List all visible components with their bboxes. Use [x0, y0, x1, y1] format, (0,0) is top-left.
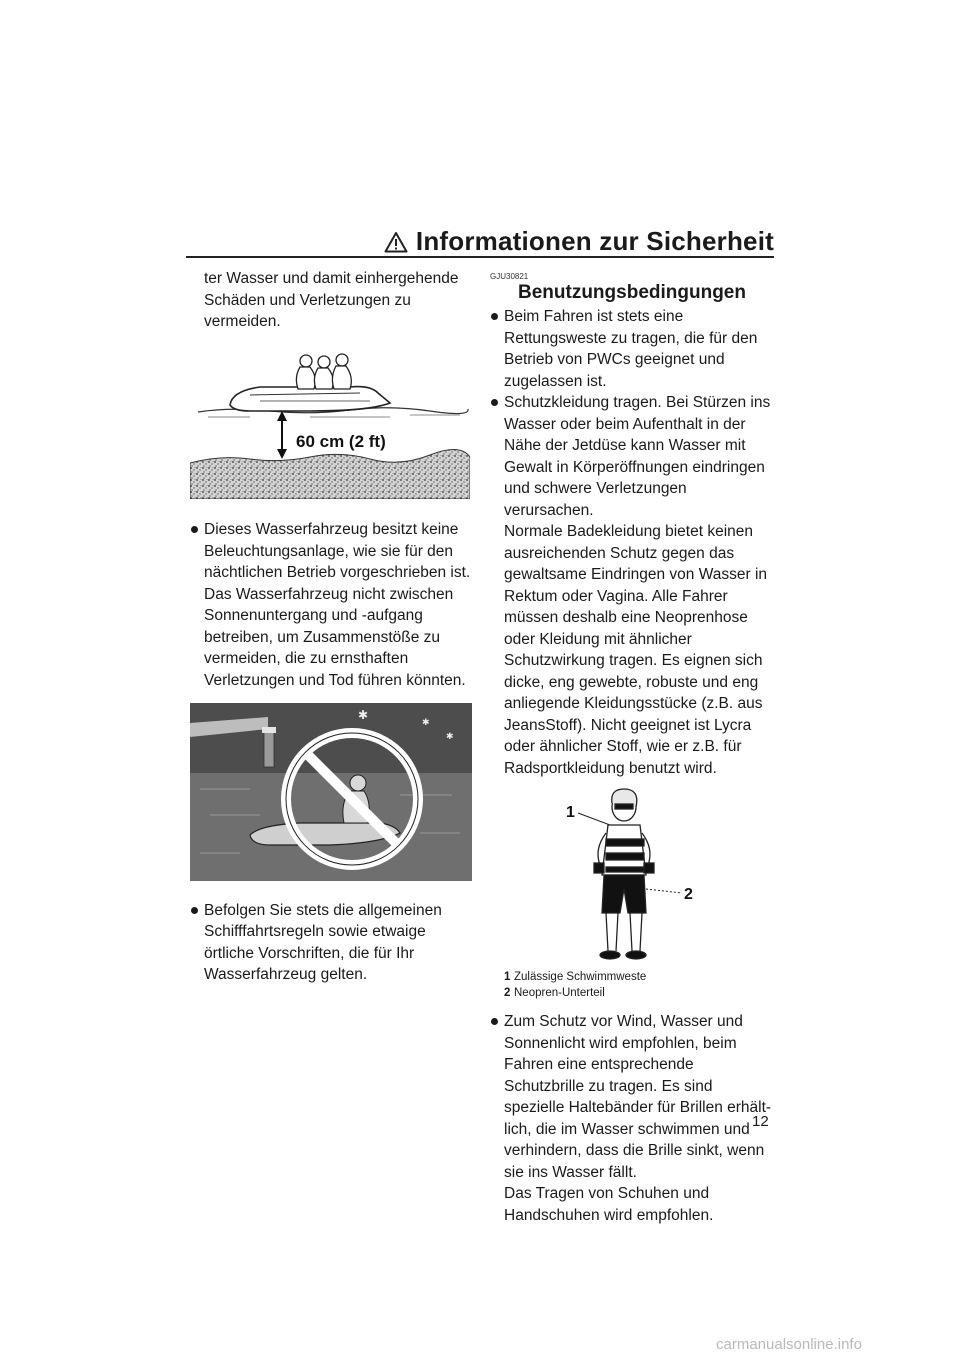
caption-1: 1 Zulässige Schwimmweste [504, 971, 647, 983]
figure-no-night-ride [190, 703, 472, 888]
section-title: Benutzungsbedingungen [518, 282, 746, 303]
warning-triangle-icon [384, 231, 408, 253]
svg-text:✱: ✱ [358, 708, 369, 722]
section-code: GJU30821 [490, 272, 529, 281]
callout-1: 1 [566, 804, 575, 821]
svg-text:✱: ✱ [422, 717, 430, 727]
figure-depth-illustration [190, 347, 472, 506]
header-rule [186, 256, 774, 258]
figure-protective-gear [490, 785, 776, 965]
page-number: 12 [752, 1113, 769, 1130]
figure-captions [490, 969, 776, 1001]
callout-2: 2 [684, 886, 693, 903]
depth-label: 60 cm (2 ft) [296, 431, 386, 451]
protective-gear-svg [490, 785, 776, 965]
svg-text:✱: ✱ [446, 731, 454, 741]
right-bullet-1: Beim Fahren ist stets eine Rettungsweste zu tragen, die für den Betrieb von PWCs geeignet und zugelassen ist. [490, 306, 776, 392]
depth-illustration-svg [190, 347, 470, 499]
right-bullet-3-continued: Das Tragen von Schuhen und Handschuhen wird empfohlen. [504, 1185, 714, 1224]
right-bullet-2-continued: Normale Badekleidung bietet keinen ausreichenden Schutz gegen das gewaltsame Eindringen von Wasser in Rektum oder Vagina. Alle Fahrer müssen deshalb eine Neoprenhose oder Kleidung mit ähnlicher Schutzwirkung tragen. Es eignen sich dicke, eng gewebte, robuste und eng anliegende Kleidungsstücke (z.B. aus JeansStoff). Nicht geeignet ist Lycra oder ähnlicher Stoff, wie er z.B. für Radsportkleidung benutzt wird. [504, 523, 768, 777]
page-header [186, 222, 774, 258]
left-bullet-2: Befolgen Sie stets die allgemeinen Schifffahrtsregeln sowie etwaige örtliche Vorschriften, die für Ihr Wasserfahrzeug gelten. [190, 900, 472, 986]
right-column [490, 268, 776, 1226]
caption-2: 2 Neopren-Unterteil [504, 987, 605, 999]
right-bullet-2: Schutzkleidung tragen. Bei Stürzen ins Wasser oder beim Aufenthalt in der Nähe der Jetdüse kann Wasser mit Gewalt in Körperöffnungen eindringen und schwere Verletzungen verursachen. [490, 392, 776, 521]
watermark: carmanualsonline.info [716, 1336, 862, 1353]
left-bullet-1: Dieses Wasserfahrzeug besitzt keine Beleuchtungsanlage, wie sie für den nächtlichen Betrieb vorgeschrieben ist. Das Wasserfahrzeug nicht zwischen Sonnenuntergang und -aufgang betreiben, um Zusammenstöße zu vermeiden, die zu ernsthaften Verletzungen und Tod führen könnten. [190, 519, 472, 691]
night-ride-svg [190, 703, 472, 881]
page-title-wrap [384, 226, 774, 257]
page-title: Informationen zur Sicherheit [415, 226, 774, 256]
right-bullet-3: Zum Schutz vor Wind, Wasser und Sonnenlicht wird empfohlen, beim Fahren eine entsprechende Schutzbrille zu tragen. Es sind spezielle Haltebänder für Brillen erhältlich, die im Wasser schwimmen und verhindern, dass die Brille sinkt, wenn sie ins Wasser fällt. [490, 1011, 776, 1183]
left-column [190, 268, 472, 986]
left-para-1: ter Wasser und damit einhergehende Schäden und Verletzungen zu vermeiden. [204, 270, 459, 330]
